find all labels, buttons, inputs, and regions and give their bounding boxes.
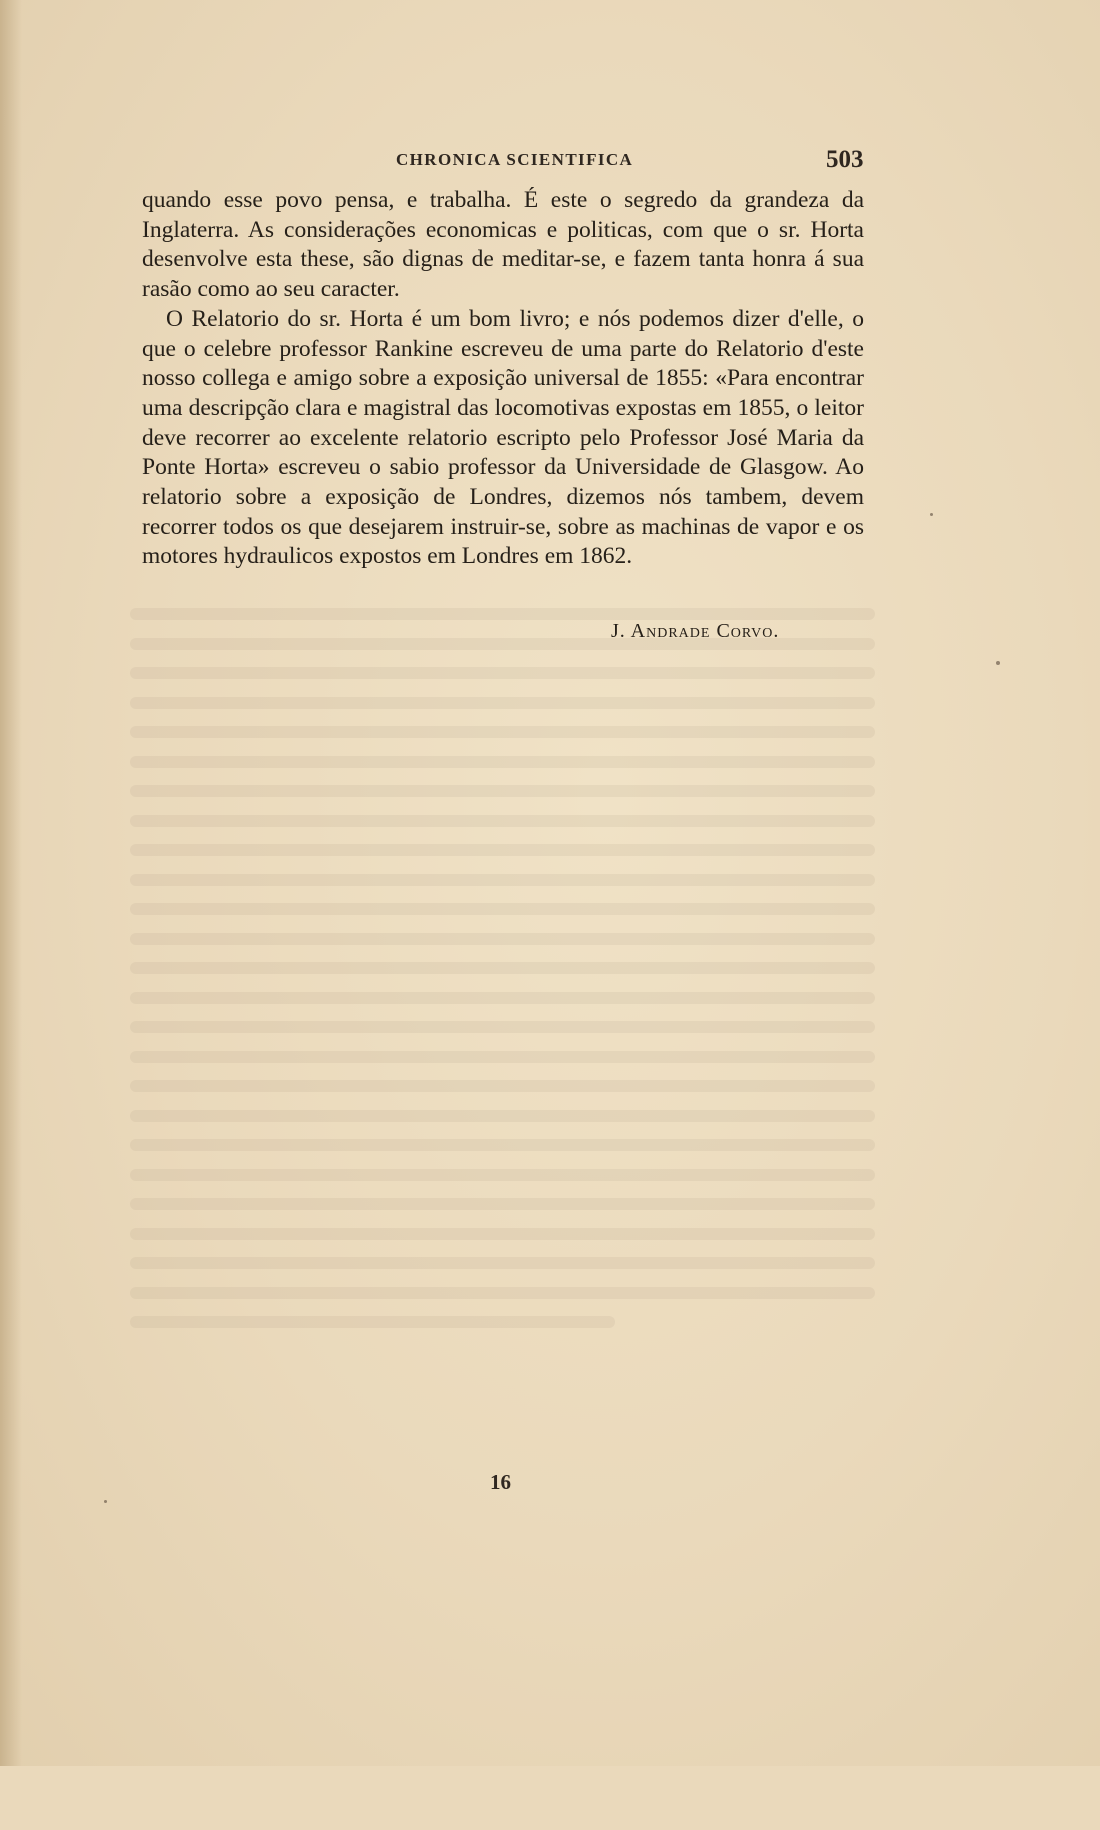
show-through-line — [130, 1080, 875, 1092]
page-spine-shadow — [0, 0, 22, 1766]
show-through-line — [130, 1198, 875, 1210]
paragraph-continuation: quando esse povo pensa, e trabalha. É este o segredo da grandeza da Inglaterra. As considerações economicas e politicas, com que o sr. Horta desenvolve esta these, são dignas de meditar-se, e fazem tanta honra á sua rasão como ao seu caracter. — [142, 187, 864, 303]
show-through-line — [130, 962, 875, 974]
show-through-line — [130, 933, 875, 945]
running-title: CHRONICA SCIENTIFICA — [396, 150, 634, 169]
show-through-line — [130, 608, 875, 620]
show-through-line — [130, 874, 875, 886]
show-through-line — [130, 815, 875, 827]
show-through-line — [130, 903, 875, 915]
show-through-line — [130, 726, 875, 738]
show-through-line — [130, 667, 875, 679]
show-through-line — [130, 697, 875, 709]
show-through-line — [130, 1316, 615, 1328]
reverse-side-show-through — [130, 600, 875, 1830]
show-through-line — [130, 1110, 875, 1122]
running-head — [0, 146, 1100, 174]
paragraph-relatorio: O Relatorio do sr. Horta é um bom livro; e nós podemos dizer d'elle, o que o celebre professor Rankine escreveu de uma parte do Relatorio d'este nosso collega e amigo sobre a exposição universal de 1855: «Para encontrar uma descripção clara e magistral das locomotivas expostas em 1855, o leitor deve recorrer ao excelente relatorio escripto pelo Professor José Maria da Ponte Horta» escreveu o sabio professor da Universidade de Glasgow. Ao relatorio sobre a exposição de Londres, dizemos nós tambem, devem recorrer todos os que desejarem instruir-se, sobre as machinas de vapor e os motores hydraulicos expostos em Londres em 1862. — [142, 305, 864, 570]
show-through-line — [130, 785, 875, 797]
show-through-line — [130, 756, 875, 768]
show-through-line — [130, 844, 875, 856]
show-through-line — [130, 1169, 875, 1181]
page-number: 503 — [826, 146, 864, 173]
paper-speck — [930, 513, 933, 516]
show-through-line — [130, 1257, 875, 1269]
show-through-line — [130, 1287, 875, 1299]
paper-speck — [104, 1500, 107, 1503]
printer-signature-mark: 16 — [490, 1470, 511, 1494]
show-through-line — [130, 1139, 875, 1151]
show-through-line — [130, 1051, 875, 1063]
paper-speck — [996, 661, 1000, 665]
show-through-line — [130, 992, 875, 1004]
show-through-line — [130, 1021, 875, 1033]
body-text — [142, 186, 864, 572]
author-signature: J. Andrade Corvo. — [611, 620, 780, 642]
show-through-line — [130, 1228, 875, 1240]
